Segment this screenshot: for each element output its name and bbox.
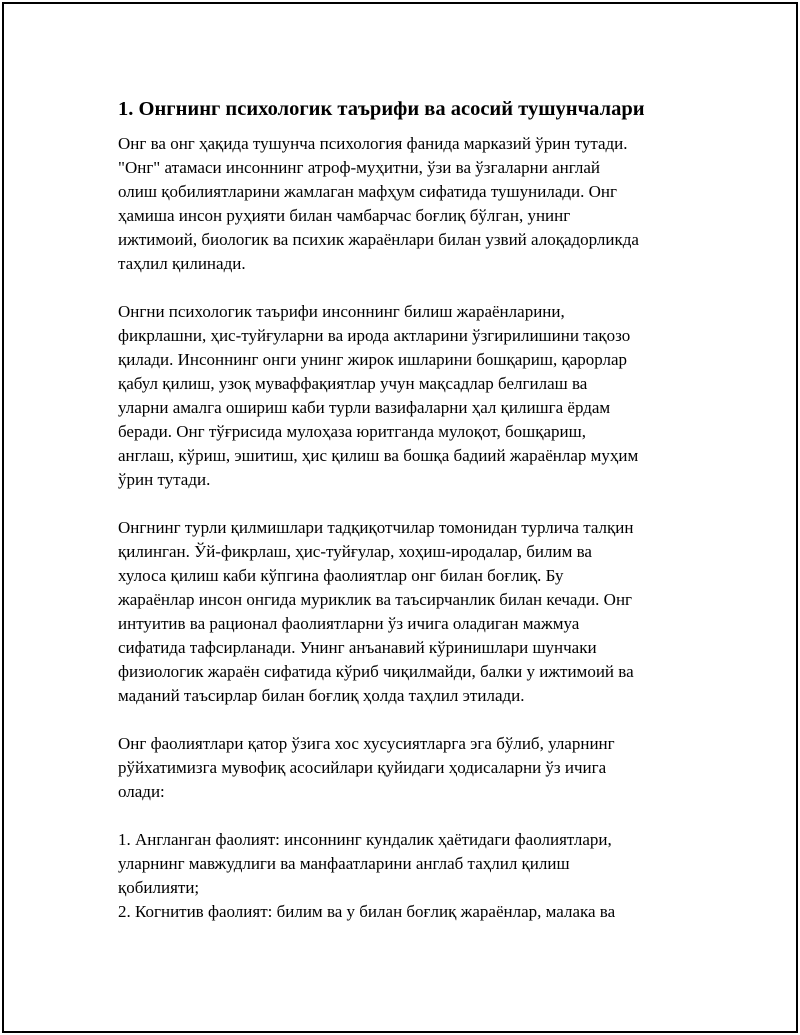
text-line: физиологик жараён сифатида кўриб чиқилмайди, балки у ижтимоий ва bbox=[118, 662, 634, 681]
text-line: ижтимоий, биологик ва психик жараёнлари билан узвий алоқадорликда bbox=[118, 230, 639, 249]
text-line: сифатида тафсирланади. Унинг анъанавий кўринишлари шунчаки bbox=[118, 638, 597, 657]
text-line: уларни амалга ошириш каби турли вазифаларни ҳал қилишга ёрдам bbox=[118, 398, 611, 417]
text-line: қилади. Инсоннинг онги унинг жирок ишларини бошқариш, қарорлар bbox=[118, 350, 628, 369]
list-item bbox=[118, 828, 688, 900]
paragraph-3 bbox=[118, 516, 688, 708]
text-line: беради. Онг тўғрисида мулоҳаза юритганда мулоқот, бошқариш, bbox=[118, 422, 586, 441]
text-line: интуитив ва рационал фаолиятларни ўз ичига оладиган мажмуа bbox=[118, 614, 580, 633]
document-body bbox=[118, 96, 688, 924]
list-item bbox=[118, 900, 688, 924]
text-line: ўрин тутади. bbox=[118, 470, 211, 489]
paragraph-4 bbox=[118, 732, 688, 804]
text-line: Онг фаолиятлари қатор ўзига хос хусусиятларга эга бўлиб, уларнинг bbox=[118, 734, 615, 753]
text-line: Онгни психологик таърифи инсоннинг билиш жараёнларини, bbox=[118, 302, 565, 321]
text-line: қилинган. Ўй-фикрлаш, ҳис-туйғулар, хоҳиш-иродалар, билим ва bbox=[118, 542, 592, 561]
paragraph-2 bbox=[118, 300, 688, 492]
text-line: "Онг" атамаси инсоннинг атроф-муҳитни, ўзи ва ўзгаларни англай bbox=[118, 158, 600, 177]
text-line: қобилияти; bbox=[118, 878, 200, 897]
text-line: 2. Когнитив фаолият: билим ва у билан боғлиқ жараёнлар, малака ва bbox=[118, 902, 616, 921]
text-line: таҳлил қилинади. bbox=[118, 254, 246, 273]
text-line: маданий таъсирлар билан боғлиқ ҳолда таҳлил этилади. bbox=[118, 686, 525, 705]
paragraph-1 bbox=[118, 132, 688, 276]
text-line: 1. Англанган фаолият: инсоннинг кундалик ҳаётидаги фаолиятлари, bbox=[118, 830, 612, 849]
feature-list bbox=[118, 828, 688, 924]
text-line: уларнинг мавжудлиги ва манфаатларини англаб таҳлил қилиш bbox=[118, 854, 570, 873]
text-line: хулоса қилиш каби кўпгина фаолиятлар онг билан боғлиқ. Бу bbox=[118, 566, 564, 585]
text-line: англаш, кўриш, эшитиш, ҳис қилиш ва бошқа бадиий жараёнлар муҳим bbox=[118, 446, 639, 465]
text-line: жараёнлар инсон онгида муриклик ва таъсирчанлик билан кечади. Онг bbox=[118, 590, 633, 609]
text-line: қабул қилиш, узоқ муваффақиятлар учун мақсадлар белгилаш ва bbox=[118, 374, 588, 393]
text-line: ҳамиша инсон руҳияти билан чамбарчас боғлиқ бўлган, унинг bbox=[118, 206, 571, 225]
text-line: фикрлашни, ҳис-туйғуларни ва ирода актларини ўзгирилишини тақозо bbox=[118, 326, 631, 345]
text-line: Онгнинг турли қилмишлари тадқиқотчилар томонидан турлича талқин bbox=[118, 518, 634, 537]
text-line: олиш қобилиятларини жамлаган мафҳум сифатида тушунилади. Онг bbox=[118, 182, 617, 201]
text-line: олади: bbox=[118, 782, 165, 801]
text-line: рўйхатимизга мувофиқ асосийлари қуйидаги ҳодисаларни ўз ичига bbox=[118, 758, 607, 777]
text-line: Онг ва онг ҳақида тушунча психология фанида марказий ўрин тутади. bbox=[118, 134, 628, 153]
section-heading: 1. Онгнинг психологик таърифи ва асосий тушунчалари bbox=[118, 98, 645, 120]
